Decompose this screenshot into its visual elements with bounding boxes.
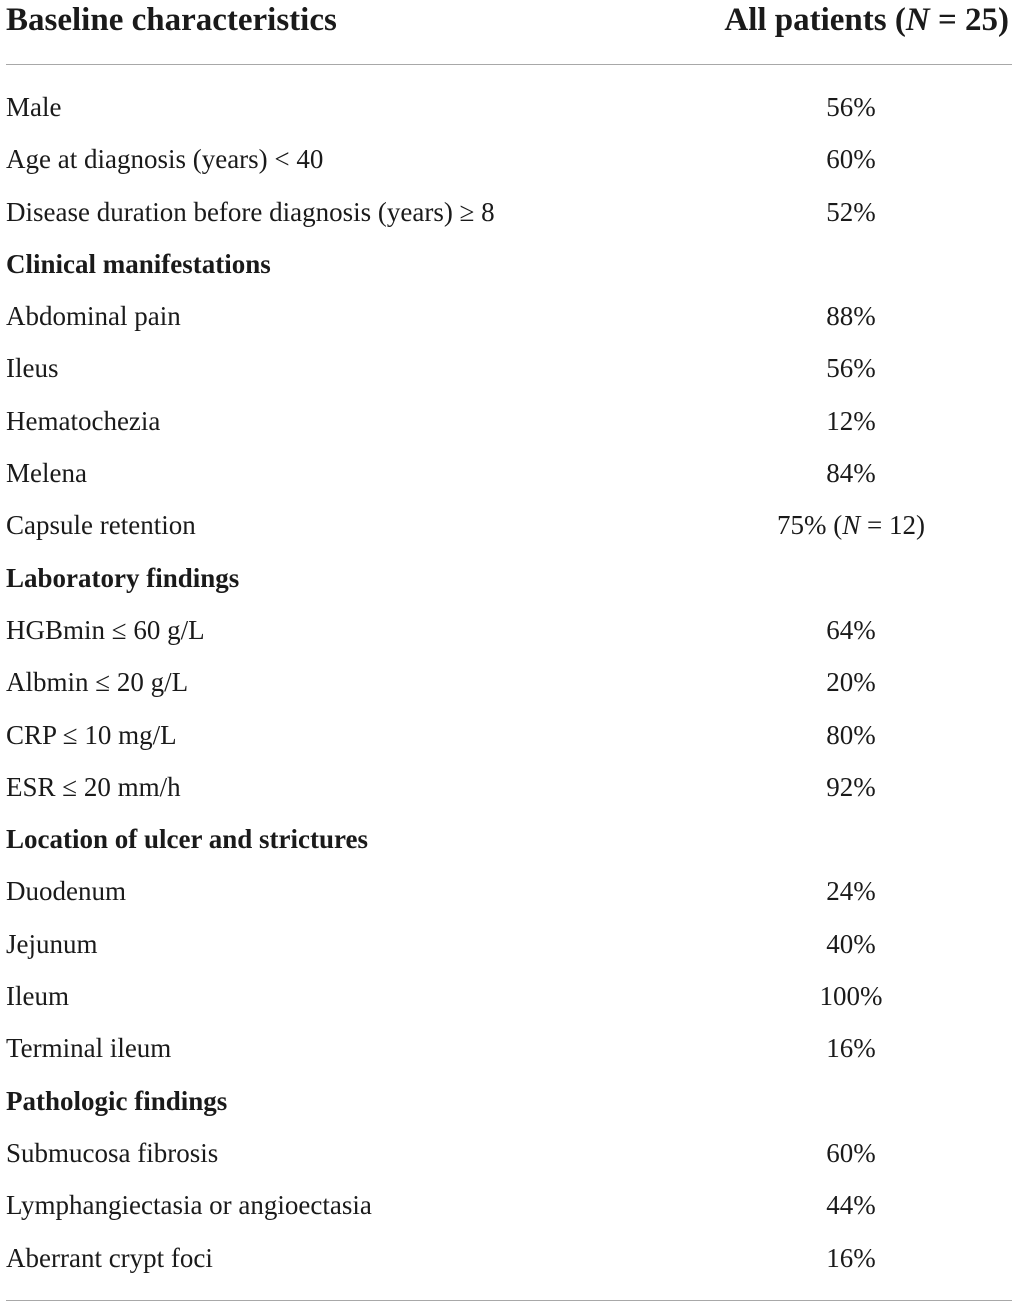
- row-ileum: [0, 971, 1017, 1023]
- section-location-of-ulcer: [0, 814, 1017, 866]
- row-label: Aberrant crypt foci: [6, 1242, 213, 1273]
- row-label: HGBmin ≤ 60 g/L: [6, 614, 205, 645]
- row-label: Age at diagnosis (years) < 40: [6, 144, 324, 175]
- row-jejunum: [0, 919, 1017, 971]
- row-value: 12%: [826, 405, 876, 436]
- row-value: 52%: [826, 196, 876, 227]
- row-value: 100%: [819, 981, 883, 1012]
- row-label: Hematochezia: [6, 405, 161, 436]
- header-all-patients-prefix: All patients (: [724, 2, 906, 38]
- value-suffix: = 12): [860, 510, 925, 541]
- row-label: Terminal ileum: [6, 1033, 172, 1064]
- row-lymphangiectasia: [0, 1180, 1017, 1232]
- section-clinical-manifestations: [0, 239, 1017, 291]
- row-label: Albmin ≤ 20 g/L: [6, 667, 189, 698]
- row-value: [777, 510, 925, 540]
- row-label: CRP ≤ 10 mg/L: [6, 719, 177, 750]
- row-value: 84%: [826, 458, 876, 489]
- row-esr: [0, 762, 1017, 814]
- row-label: Ileum: [6, 981, 69, 1012]
- section-heading: Pathologic findings: [6, 1085, 228, 1116]
- row-value: 92%: [826, 771, 876, 802]
- row-label: ESR ≤ 20 mm/h: [6, 771, 181, 802]
- row-age-at-diagnosis: [0, 134, 1017, 186]
- row-abdominal-pain: [0, 291, 1017, 343]
- row-label: Duodenum: [6, 876, 126, 907]
- table-bottom-rule: [6, 1300, 1012, 1301]
- row-value: 20%: [826, 667, 876, 698]
- row-value: 44%: [826, 1190, 876, 1221]
- n-symbol: N: [842, 510, 861, 541]
- row-label: Ileus: [6, 353, 59, 384]
- row-value: 40%: [826, 928, 876, 959]
- section-pathologic-findings: [0, 1076, 1017, 1128]
- row-label: Jejunum: [6, 928, 98, 959]
- row-aberrant-crypt-foci: [0, 1233, 1017, 1285]
- row-ileus: [0, 343, 1017, 395]
- row-label: Capsule retention: [6, 510, 196, 541]
- row-value: 56%: [826, 92, 876, 122]
- header-baseline-characteristics: Baseline characteristics: [6, 2, 337, 38]
- row-label: Lymphangiectasia or angioectasia: [6, 1190, 372, 1221]
- row-terminal-ileum: [0, 1023, 1017, 1075]
- section-heading: Laboratory findings: [6, 562, 240, 593]
- row-value: 56%: [826, 353, 876, 384]
- row-label: Disease duration before diagnosis (years) ≥ 8: [6, 196, 495, 227]
- row-value: 60%: [826, 1137, 876, 1168]
- row-disease-duration: [0, 187, 1017, 239]
- row-label: Male: [6, 92, 62, 122]
- section-heading: Clinical manifestations: [6, 248, 271, 279]
- row-melena: [0, 448, 1017, 500]
- header-all-patients-suffix: = 25): [929, 2, 1009, 38]
- row-value: 80%: [826, 719, 876, 750]
- row-submucosa-fibrosis: [0, 1128, 1017, 1180]
- row-value: 64%: [826, 614, 876, 645]
- table-header: [0, 0, 1017, 40]
- row-label: Melena: [6, 458, 87, 489]
- row-value: 88%: [826, 301, 876, 332]
- row-duodenum: [0, 866, 1017, 918]
- row-value: 60%: [826, 144, 876, 175]
- row-hematochezia: [0, 396, 1017, 448]
- section-heading: Location of ulcer and strictures: [6, 824, 368, 855]
- value-prefix: 75% (: [777, 510, 843, 541]
- row-label: Abdominal pain: [6, 301, 181, 332]
- row-capsule-retention: [0, 500, 1017, 552]
- row-albmin: [0, 657, 1017, 709]
- header-all-patients: [724, 2, 1009, 38]
- section-laboratory-findings: [0, 553, 1017, 605]
- row-value: 24%: [826, 876, 876, 907]
- row-hgbmin: [0, 605, 1017, 657]
- row-label: Submucosa fibrosis: [6, 1137, 219, 1168]
- header-divider: [6, 64, 1012, 65]
- row-value: 16%: [826, 1033, 876, 1064]
- row-male: [0, 82, 1017, 134]
- header-n-symbol: N: [905, 2, 930, 38]
- table-body: [0, 82, 1017, 1285]
- row-value: 16%: [826, 1242, 876, 1273]
- row-crp: [0, 710, 1017, 762]
